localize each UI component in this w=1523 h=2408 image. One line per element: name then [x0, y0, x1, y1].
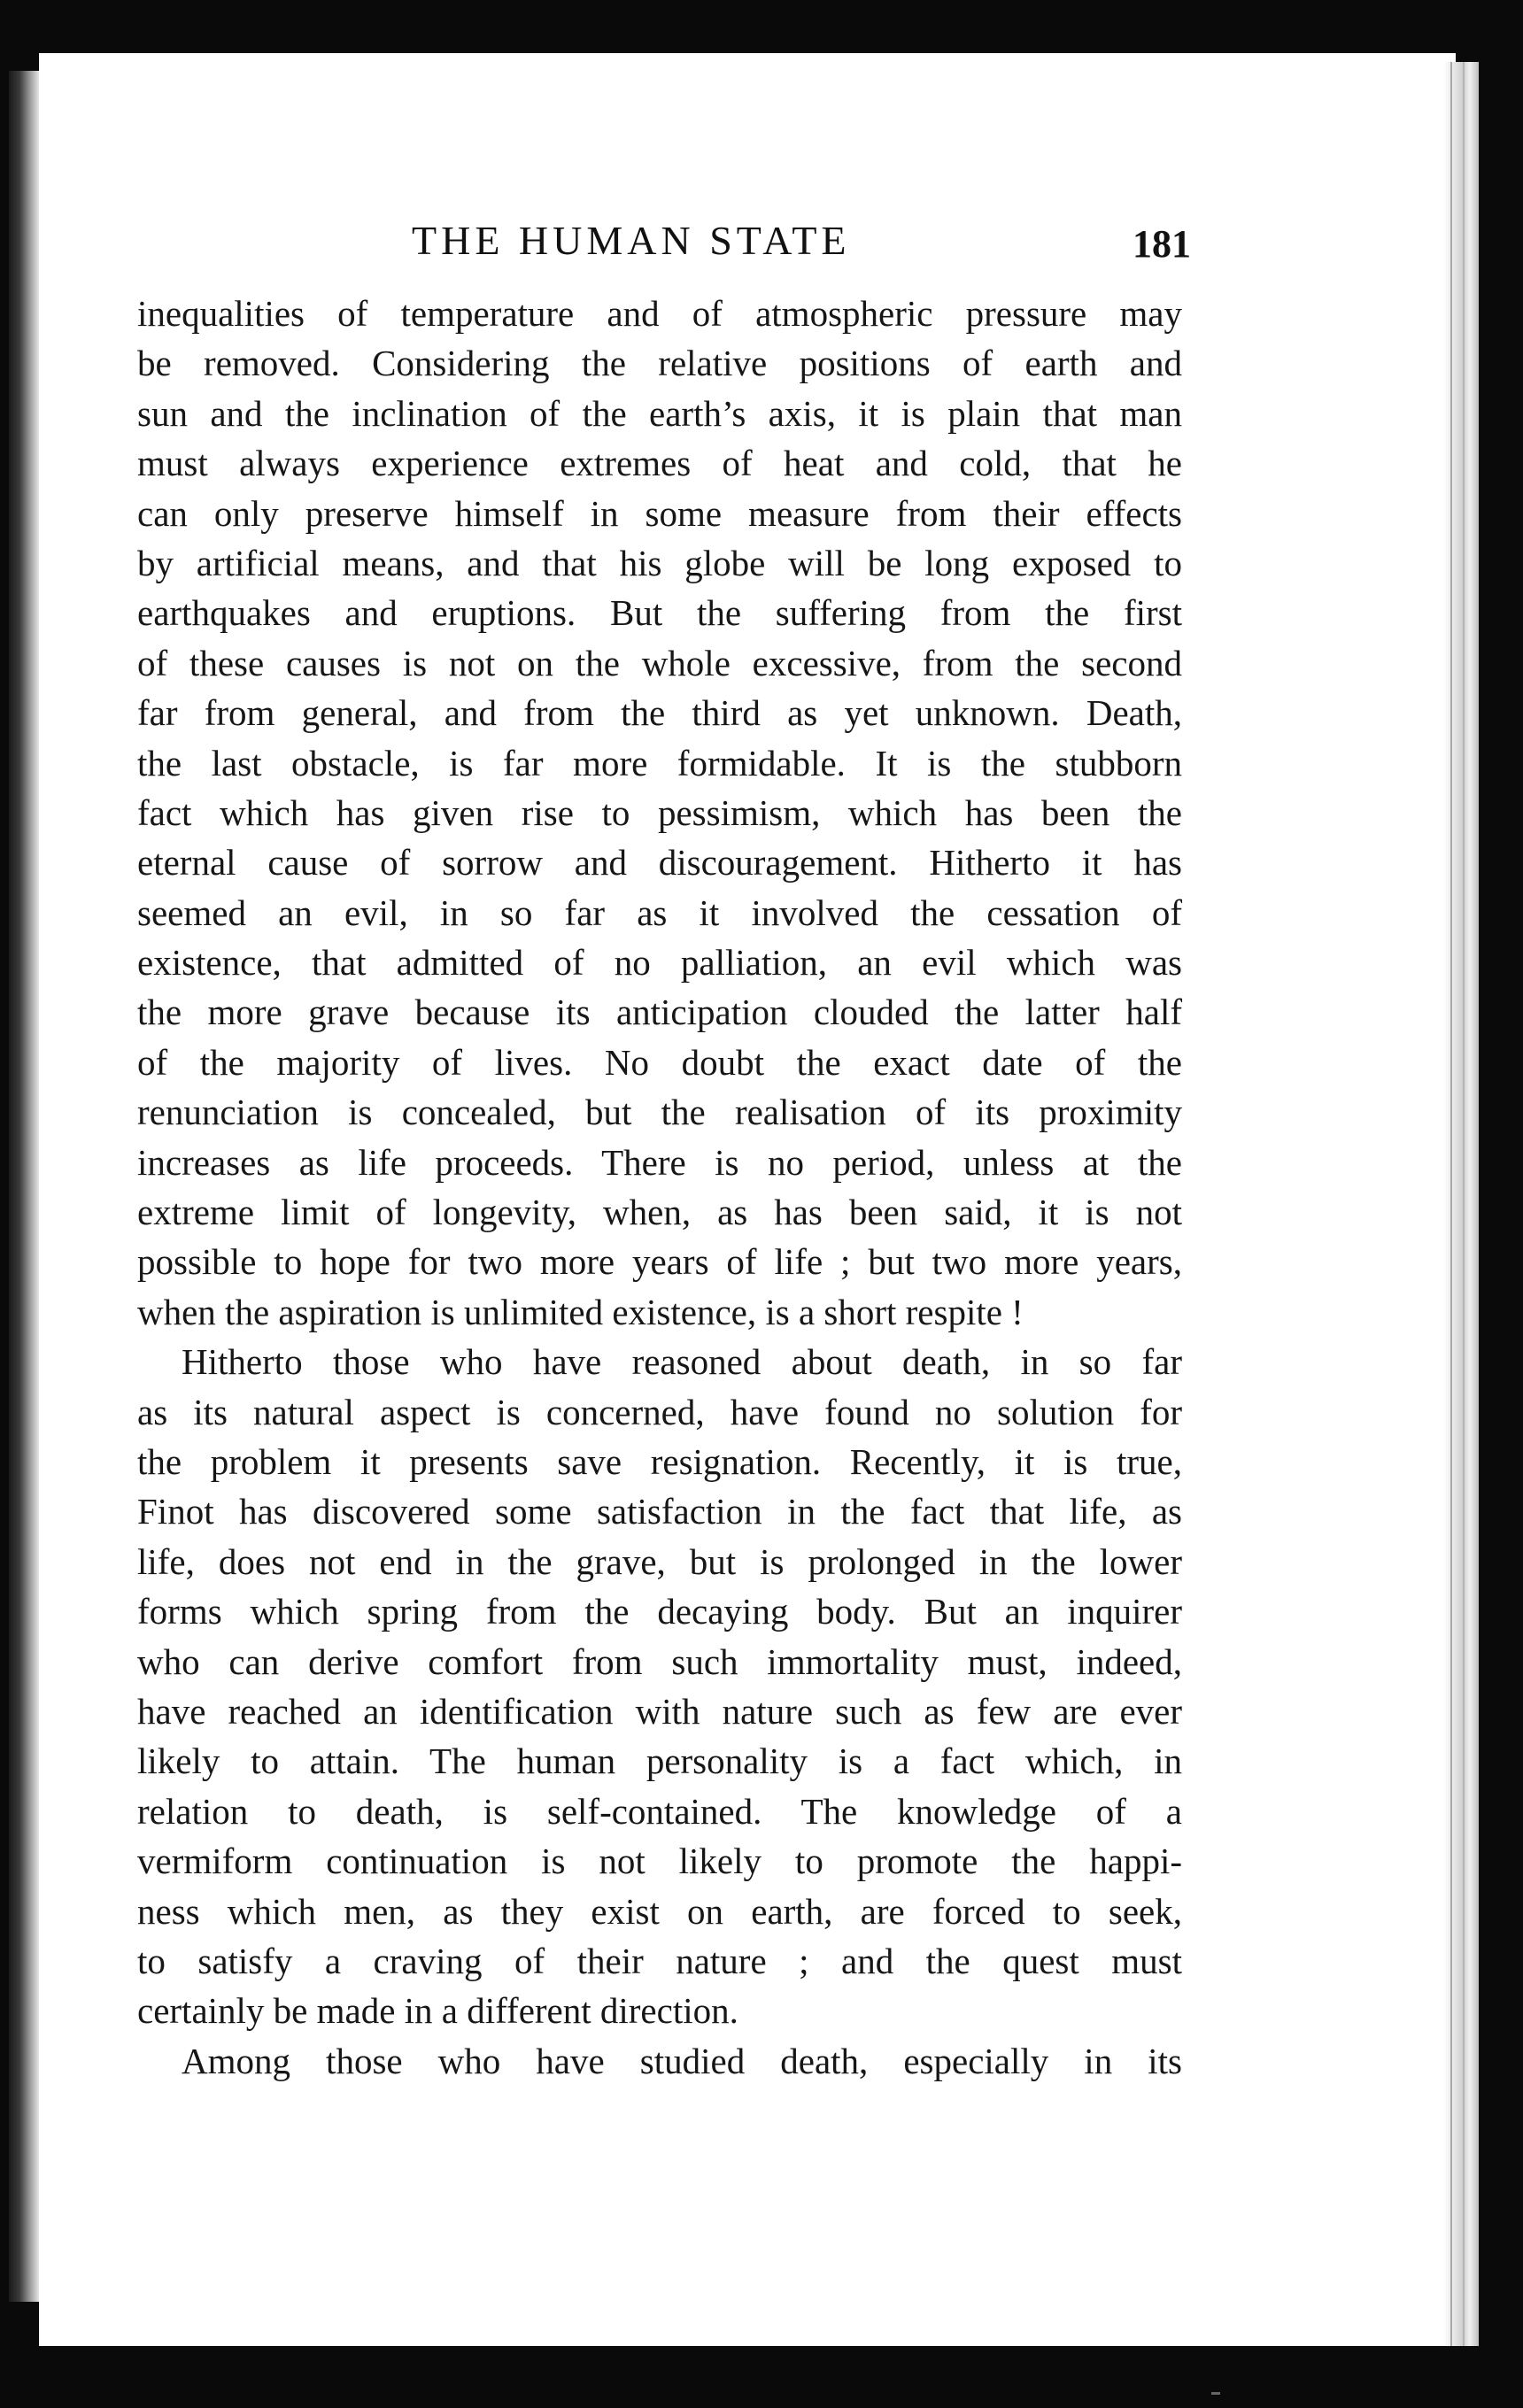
- text-line: relation to death, is self-contained. The knowledge of a: [137, 1790, 1182, 1832]
- body-text: [137, 289, 1182, 2130]
- text-line: existence, that admitted of no palliation, an evil which was: [137, 942, 1182, 984]
- text-line: must always experience extremes of heat and cold, that he: [137, 443, 1182, 484]
- text-line: eternal cause of sorrow and discouragement. Hitherto it has: [137, 842, 1182, 884]
- text-line: the last obstacle, is far more formidable. It is the stubborn: [137, 742, 1182, 783]
- paragraph-end-line: certainly be made in a different direction.: [137, 1990, 738, 2032]
- text-line: the problem it presents save resignation. Recently, it is true,: [137, 1440, 1182, 1482]
- text-line: to satisfy a craving of their nature ; and the quest must: [137, 1940, 1182, 1981]
- page-number: 181: [1133, 222, 1191, 266]
- page-fore-edge: [1443, 62, 1479, 2346]
- text-line: by artificial means, and that his globe will be long exposed to: [137, 542, 1182, 583]
- text-line: who can derive comfort from such immortality must, indeed,: [137, 1640, 1182, 1682]
- text-line: renunciation is concealed, but the realisation of its proximity: [137, 1092, 1182, 1133]
- text-line: likely to attain. The human personality is a fact which, in: [137, 1740, 1182, 1782]
- text-line: life, does not end in the grave, but is prolonged in the lower: [137, 1540, 1182, 1582]
- text-line: far from general, and from the third as yet unknown. Death,: [137, 692, 1182, 734]
- text-line: possible to hope for two more years of life ; but two more years,: [137, 1241, 1182, 1283]
- text-line: seemed an evil, in so far as it involved the cessation of: [137, 891, 1182, 933]
- text-line: have reached an identification with nature such as few are ever: [137, 1690, 1182, 1732]
- binding-shadow: [9, 71, 39, 2302]
- text-line: Finot has discovered some satisfaction in the fact that life, as: [137, 1491, 1182, 1532]
- text-line: extreme limit of longevity, when, as has been said, it is not: [137, 1192, 1182, 1233]
- text-line: earthquakes and eruptions. But the suffering from the first: [137, 592, 1182, 634]
- text-line: forms which spring from the decaying body. But an inquirer: [137, 1591, 1182, 1632]
- text-line: as its natural aspect is concerned, have found no solution for: [137, 1391, 1182, 1432]
- paragraph-start-line: Among those who have studied death, especially in its: [182, 2040, 1182, 2081]
- scan-speck: [1211, 2392, 1220, 2395]
- paragraph-start-line: Hitherto those who have reasoned about death, in so far: [182, 1341, 1182, 1383]
- text-line: vermiform continuation is not likely to promote the happi-: [137, 1841, 1182, 1882]
- text-line: of these causes is not on the whole excessive, from the second: [137, 642, 1182, 683]
- text-line: ness which men, as they exist on earth, are forced to seek,: [137, 1890, 1182, 1932]
- text-line: increases as life proceeds. There is no period, unless at the: [137, 1141, 1182, 1183]
- running-head: THE HUMAN STATE: [412, 218, 851, 263]
- text-line: the more grave because its anticipation clouded the latter half: [137, 992, 1182, 1033]
- text-line: of the majority of lives. No doubt the exact date of the: [137, 1041, 1182, 1083]
- text-line: fact which has given rise to pessimism, which has been the: [137, 791, 1182, 833]
- text-line: inequalities of temperature and of atmospheric pressure may: [137, 293, 1182, 334]
- paragraph-end-line: when the aspiration is unlimited existence, is a short respite !: [137, 1291, 1024, 1332]
- text-line: sun and the inclination of the earth’s axis, it is plain that man: [137, 392, 1182, 434]
- text-line: be removed. Considering the relative positions of earth and: [137, 343, 1182, 384]
- text-line: can only preserve himself in some measure from their effects: [137, 492, 1182, 534]
